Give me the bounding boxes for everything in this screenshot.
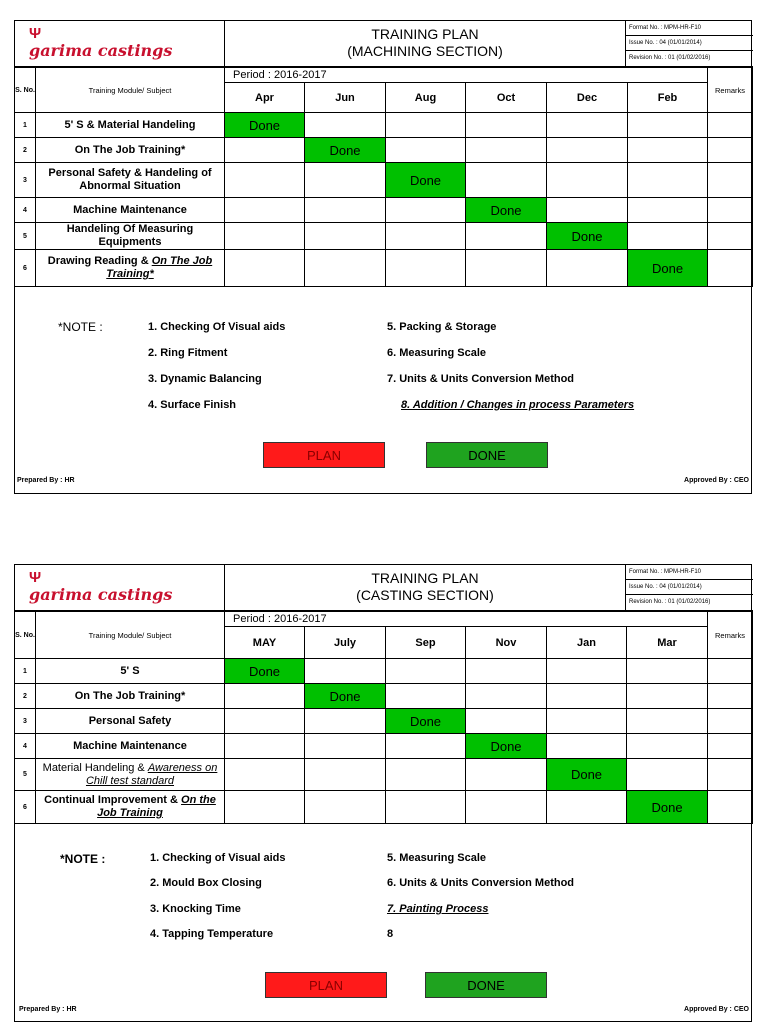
note-item: 7. Units & Units Conversion Method [387,373,575,385]
company-logo [15,21,225,67]
module-name: Machine Maintenance [36,734,225,759]
prepared-by: Prepared By : HR [19,1006,77,1013]
company-name: garima castings [29,585,173,604]
note-item: 1. Checking Of Visual aids [148,321,286,333]
module-name: Personal Safety & Handeling of Abnormal Situation [36,163,225,198]
table-row [15,684,753,709]
prepared-by: Prepared By : HR [17,477,75,484]
note-item: 3. Dynamic Balancing [148,373,262,385]
table-row [15,709,753,734]
row-number: 5 [15,223,36,250]
remarks-header: Remarks [708,612,753,659]
month-header: Jun [305,83,386,113]
note-item: 8 [387,928,394,940]
row-number: 4 [15,734,36,759]
remarks-header: Remarks [708,68,753,113]
company-logo [15,565,225,611]
table-row [15,250,753,287]
row-number: 6 [15,250,36,287]
done-cell: Done [466,198,547,223]
done-cell: Done [547,223,628,250]
row-number: 2 [15,684,36,709]
module-name: Material Handeling & Awareness on Chill test standard [36,759,225,791]
month-header: Apr [225,83,305,113]
title-line-2: (CASTING SECTION) [356,587,494,603]
period-label: Period : 2016-2017 [225,68,708,83]
issue-number: Issue No. : 04 (01/01/2014) [625,36,753,51]
table-row [15,759,753,791]
table-row [15,791,753,824]
module-name: On The Job Training* [36,138,225,163]
module-name: 5' S & Material Handeling [36,113,225,138]
table-row [15,198,753,223]
note-item: 4. Tapping Temperature [150,928,274,940]
issue-number: Issue No. : 04 (01/01/2014) [625,580,753,595]
module-header: Training Module/ Subject [36,68,225,113]
table-row [15,659,753,684]
month-header: Nov [466,627,547,659]
note-label: *NOTE : [58,320,103,334]
month-header: Feb [628,83,708,113]
training-plan-machining [14,20,752,494]
training-schedule-table [14,67,753,287]
plan-legend: PLAN [263,442,385,468]
logo-mark-icon: Ψ [29,569,41,586]
plan-legend: PLAN [265,972,387,998]
title-line-1: TRAINING PLAN [371,26,479,42]
note-item: 2. Mould Box Closing [150,877,262,889]
module-header: Training Module/ Subject [36,612,225,659]
month-header: Oct [466,83,547,113]
done-cell: Done [466,734,547,759]
month-header: Dec [547,83,628,113]
revision-number: Revision No. : 01 (01/02/2016) [625,51,753,67]
title-line-2: (MACHINING SECTION) [347,43,503,59]
row-number: 1 [15,659,36,684]
done-cell: Done [305,138,386,163]
document-title [225,565,625,611]
note-item: 5. Packing & Storage [387,321,497,333]
note-item: 8. Addition / Changes in process Parameters [401,399,635,411]
note-item: 6. Units & Units Conversion Method [387,877,575,889]
revision-number: Revision No. : 01 (01/02/2016) [625,595,753,611]
note-label: *NOTE : [60,852,106,866]
row-number: 4 [15,198,36,223]
logo-mark-icon: Ψ [29,25,41,42]
done-legend: DONE [426,442,548,468]
note-item: 4. Surface Finish [148,399,237,411]
done-cell: Done [547,759,627,791]
sno-header: S. No. [15,68,36,113]
approved-by: Approved By : CEO [684,1006,749,1013]
table-row [15,113,753,138]
done-legend: DONE [425,972,547,998]
table-row [15,138,753,163]
note-item: 6. Measuring Scale [387,347,487,359]
module-name: Personal Safety [36,709,225,734]
title-line-1: TRAINING PLAN [371,570,479,586]
period-label: Period : 2016-2017 [225,612,708,627]
note-item: 5. Measuring Scale [387,852,487,864]
format-number: Format No. : MPM-HR-F10 [625,21,753,36]
month-header: Mar [627,627,708,659]
sno-header: S. No. [15,612,36,659]
row-number: 2 [15,138,36,163]
done-cell: Done [305,684,386,709]
row-number: 6 [15,791,36,824]
note-item: 1. Checking of Visual aids [150,852,286,864]
row-number: 1 [15,113,36,138]
format-number: Format No. : MPM-HR-F10 [625,565,753,580]
module-name: 5' S [36,659,225,684]
month-header: MAY [225,627,305,659]
month-header: Jan [547,627,627,659]
row-number: 5 [15,759,36,791]
table-row [15,163,753,198]
module-name: Handeling Of Measuring Equipments [36,223,225,250]
row-number: 3 [15,163,36,198]
document-title [225,21,625,67]
month-header: Sep [386,627,466,659]
note-item: 2. Ring Fitment [148,347,228,359]
month-header: July [305,627,386,659]
module-name: Drawing Reading & On The Job Training* [36,250,225,287]
done-cell: Done [386,163,466,198]
module-name: On The Job Training* [36,684,225,709]
table-row [15,223,753,250]
training-schedule-table [14,611,753,824]
note-item: 3. Knocking Time [150,903,241,915]
done-cell: Done [627,791,708,824]
done-cell: Done [225,659,305,684]
done-cell: Done [225,113,305,138]
month-header: Aug [386,83,466,113]
done-cell: Done [386,709,466,734]
row-number: 3 [15,709,36,734]
table-row [15,734,753,759]
note-item: 7. Painting Process [387,903,489,915]
done-cell: Done [628,250,708,287]
approved-by: Approved By : CEO [684,477,749,484]
company-name: garima castings [29,41,173,60]
module-name: Machine Maintenance [36,198,225,223]
training-plan-casting [14,564,752,1022]
module-name: Continual Improvement & On the Job Training [36,791,225,824]
